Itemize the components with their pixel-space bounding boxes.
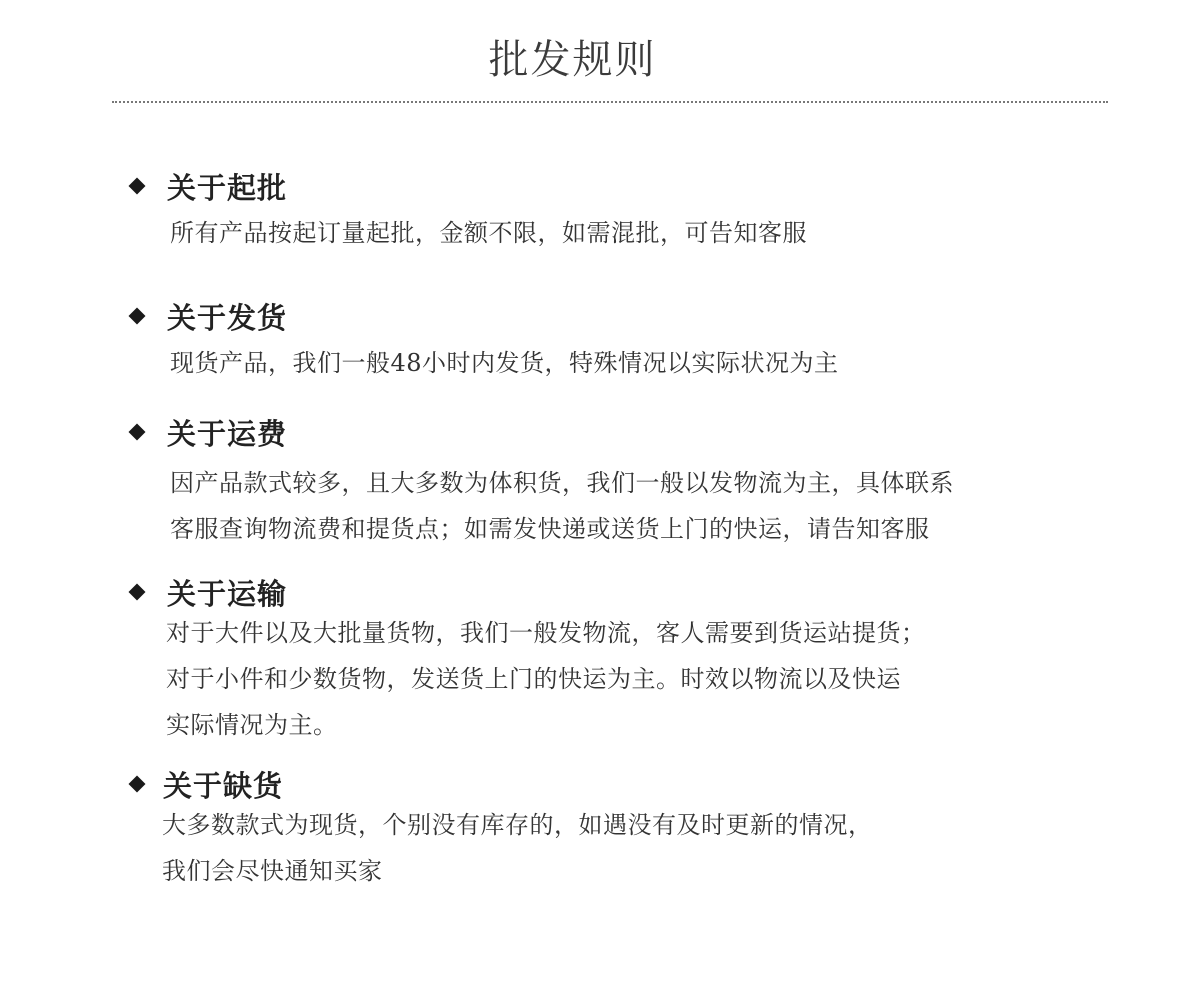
body-line: 大多数款式为现货，个别没有库存的，如遇没有及时更新的情况，: [162, 811, 873, 839]
section-body: [162, 802, 873, 894]
body-line: 客服查询物流费和提货点；如需发快递或送货上门的快运，请告知客服: [170, 515, 930, 543]
section-body: [170, 460, 954, 552]
section-heading-text: 关于发货: [167, 300, 288, 335]
body-line: 现货产品，我们一般48小时内发货，特殊情况以实际状况为主: [170, 349, 839, 377]
section-heading-text: 关于缺货: [163, 768, 284, 803]
section-transport: [128, 574, 926, 748]
section-wholesale-minimum: [128, 168, 807, 256]
body-line: 对于小件和少数货物，发送货上门的快运为主。时效以物流以及快运: [166, 665, 901, 693]
body-line: 所有产品按起订量起批，金额不限，如需混批，可告知客服: [170, 219, 807, 247]
section-heading: [128, 168, 807, 204]
section-heading: [128, 298, 839, 334]
section-heading: [128, 574, 926, 610]
section-out-of-stock: [128, 766, 873, 894]
section-heading-text: 关于运费: [167, 416, 288, 451]
body-line: 对于大件以及大批量货物，我们一般发物流，客人需要到货运站提货；: [166, 619, 926, 647]
diamond-bullet-icon: [129, 776, 146, 793]
title-divider: [112, 101, 1108, 103]
section-body: [170, 340, 839, 386]
diamond-bullet-icon: [129, 308, 146, 325]
body-line: 我们会尽快通知买家: [162, 857, 383, 885]
diamond-bullet-icon: [129, 178, 146, 195]
section-heading: [128, 414, 954, 450]
section-heading-text: 关于运输: [167, 576, 288, 611]
diamond-bullet-icon: [129, 424, 146, 441]
section-body: [166, 610, 926, 748]
diamond-bullet-icon: [129, 584, 146, 601]
section-heading: [128, 766, 873, 802]
section-heading-text: 关于起批: [167, 170, 288, 205]
section-freight: [128, 414, 954, 552]
body-line: 实际情况为主。: [166, 711, 338, 739]
section-shipping: [128, 298, 839, 386]
body-line: 因产品款式较多，且大多数为体积货，我们一般以发物流为主，具体联系: [170, 469, 954, 497]
page-title: 批发规则: [488, 37, 657, 83]
section-body: [170, 210, 807, 256]
